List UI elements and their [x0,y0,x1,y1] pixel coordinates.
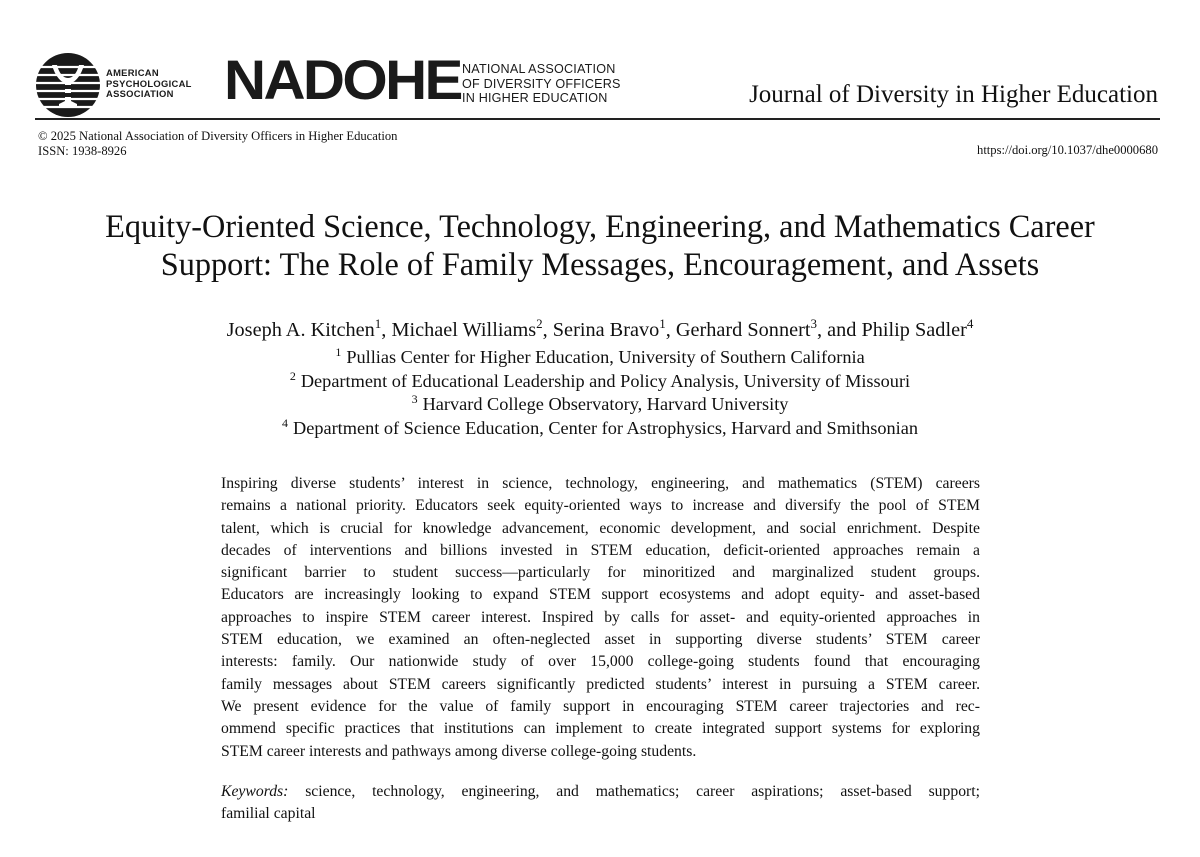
apa-wordmark [106,68,192,100]
author-affiliation-number: 2 [536,316,543,331]
affiliation-number: 2 [289,368,296,383]
affiliation [0,393,1200,417]
affiliation-text: Department of Educational Leadership and Policy Analysis, University of Missouri [300,370,911,391]
nadohe-text-line: OF DIVERSITY OFFICERS [462,76,621,91]
abstract-line: remains a national priority. Educators seek equity-oriented ways to increase and diversify the pool of STEM [221,497,980,515]
abstract-line: decades of interventions and billions invested in STEM education, deficit-oriented approaches remain a [221,541,980,559]
abstract-line: family messages about STEM careers significantly predicted students’ interest in pursuing a STEM career. [221,675,980,693]
abstract-line: approaches to inspire STEM career interest. Inspired by calls for asset- and equity-oriented approaches in [221,608,980,626]
author-list [0,318,1200,342]
doi-link[interactable]: https://doi.org/10.1037/dhe0000680 [977,143,1158,157]
abstract-line: talent, which is crucial for knowledge advancement, economic development, and social enrichment. Despite [221,519,980,537]
nadohe-text-line: IN HIGHER EDUCATION [462,91,608,106]
author-affiliation-number: 4 [966,316,974,331]
affiliation-text: Department of Science Education, Center for Astrophysics, Harvard and Smithsonian [293,417,918,438]
author-name: Serina Bravo [552,319,660,341]
abstract-line: Educators are increasingly looking to expand STEM support ecosystems and adopt equity- and asset-based [221,586,980,604]
abstract-line: ommend specific practices that institutions can implement to create integrated support systems for exploring [221,720,980,738]
keywords-line [221,781,980,803]
author-affiliation-number: 1 [659,316,666,331]
abstract-line: STEM education, we examined an often-neglected asset in supporting diverse students’ STEM career [221,631,980,649]
title-line: Support: The Role of Family Messages, Encouragement, and Assets [160,245,1040,282]
article-title [20,208,1180,283]
author-affiliation-number: 1 [374,316,382,331]
abstract-line: interests: family. Our nationwide study of over 15,000 college-going students found that encouraging [221,653,980,671]
author-name: Philip Sadler [861,319,967,341]
author-separator: , [542,319,553,341]
nadohe-logo: NADOHE [224,48,461,111]
affiliation [0,346,1200,370]
affiliation-text: Pullias Center for Higher Education, University of Southern California [346,347,865,367]
nadohe-logo-text [462,62,621,106]
author-name: Michael Williams [391,319,537,341]
abstract-line: Inspiring diverse students’ interest in science, technology, engineering, and mathematics (STEM) careers [221,475,980,492]
affiliation-number: 4 [282,415,289,430]
nadohe-text-line: NATIONAL ASSOCIATION [462,62,616,76]
abstract [221,473,980,763]
author-separator: , [665,319,676,341]
apa-wordmark-line: PSYCHOLOGICAL [106,77,192,89]
affiliation-list [0,346,1200,440]
affiliation-number: 3 [411,392,418,407]
author-name: Gerhard Sonnert [675,319,811,341]
affiliation-text: Harvard College Observatory, Harvard University [422,394,789,415]
copyright-notice: © 2025 National Association of Diversity Officers in Higher Education [38,129,398,143]
apa-wordmark-line: ASSOCIATION [106,88,174,100]
issn: ISSN: 1938-8926 [38,143,127,158]
keywords-text: science, technology, engineering, and mathematics; career aspirations; asset-based support; [305,783,980,800]
author-separator: , and [816,319,862,341]
journal-name: Journal of Diversity in Higher Education [749,81,1158,108]
keywords-label: Keywords: [221,783,289,800]
author-separator: , [381,319,392,341]
apa-wordmark-line: AMERICAN [106,67,159,78]
keywords [221,781,980,826]
affiliation-number: 1 [335,345,342,359]
affiliation [0,417,1200,441]
header-rule [35,118,1160,120]
apa-logo-icon [35,52,101,118]
author-name: Joseph A. Kitchen [226,319,375,341]
abstract-line: We present evidence for the value of family support in encouraging STEM career trajectories and rec- [221,697,980,715]
copyright-block [38,129,397,158]
author-affiliation-number: 3 [810,316,817,331]
abstract-line: significant barrier to student success—particularly for minoritized and marginalized student groups. [221,564,980,582]
title-line: Equity-Oriented Science, Technology, Engineering, and Mathematics Career [105,208,1095,244]
affiliation [0,370,1200,394]
keywords-line: familial capital [221,805,316,823]
abstract-line: STEM career interests and pathways among diverse college-going students. [221,742,697,760]
